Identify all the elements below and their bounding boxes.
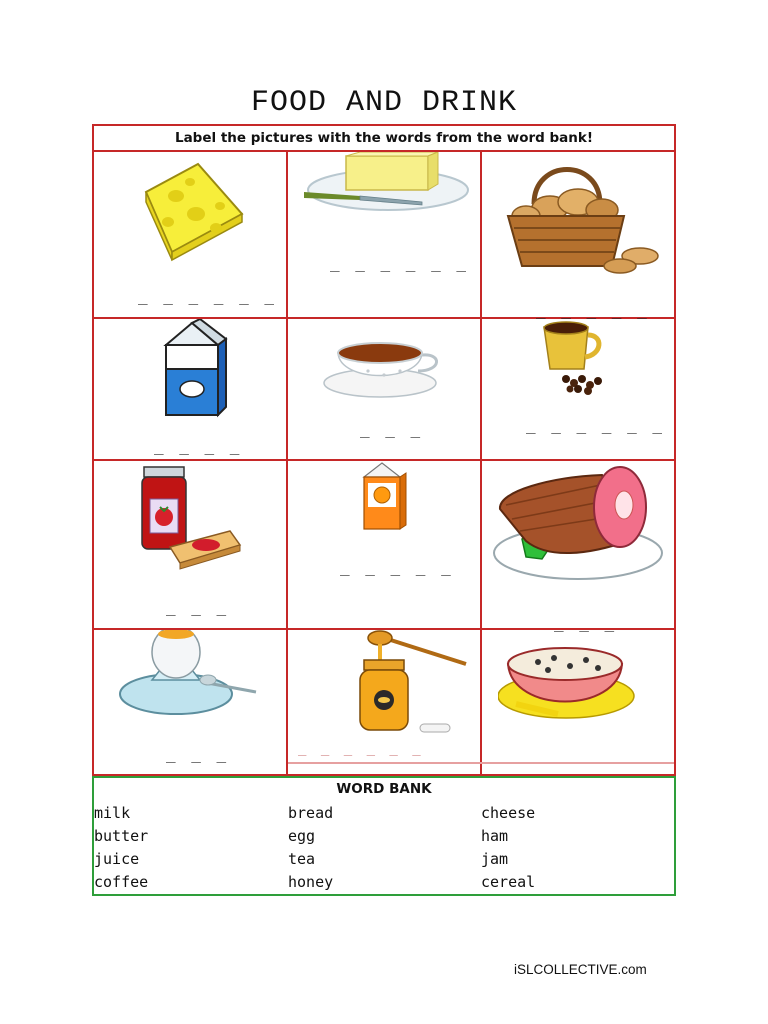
picture-cell-cheese [94, 152, 286, 317]
picture-cell-jam [94, 461, 286, 628]
picture-cell-milk [94, 319, 286, 459]
picture-cell-bread [482, 152, 674, 317]
answer-blank[interactable]: _ _ _ _ _ _ [330, 253, 469, 272]
picture-cell-ham [482, 461, 674, 632]
picture-cell-egg [94, 630, 286, 776]
ham-icon [492, 461, 666, 587]
answer-blank[interactable]: _ _ _ [554, 613, 618, 632]
picture-grid [92, 124, 676, 776]
word-bank-item: honey [288, 873, 334, 891]
picture-cell-coffee [482, 319, 674, 459]
picture-cell-cereal [482, 630, 674, 776]
butter-icon [300, 152, 472, 214]
word-bank-title: WORD BANK [336, 781, 432, 797]
juice-carton-icon [360, 461, 410, 531]
answer-blank[interactable]: _ _ _ [166, 597, 230, 616]
worksheet-title: FOOD AND DRINK [250, 86, 518, 120]
word-bank-item: tea [288, 850, 316, 868]
answer-blank[interactable]: _ _ _ _ _ [536, 300, 650, 319]
coffee-cup-icon [540, 321, 620, 395]
word-bank-item: coffee [94, 873, 149, 891]
picture-cell-juice [288, 461, 480, 628]
word-bank-item: bread [288, 804, 334, 822]
word-bank-item: juice [94, 850, 140, 868]
cheese-icon [138, 162, 248, 262]
honey-jar-icon [358, 630, 474, 738]
answer-blank[interactable]: _ _ _ _ _ _ [496, 762, 622, 778]
instruction-text: Label the pictures with the words from the word bank! [94, 126, 674, 152]
cereal-bowl-icon [498, 634, 642, 730]
answer-blank[interactable]: _ _ _ [360, 419, 424, 438]
tea-cup-icon [320, 331, 450, 401]
picture-cell-butter [288, 152, 480, 317]
answer-blank[interactable]: _ _ _ _ _ _ [298, 740, 424, 756]
word-bank [92, 776, 676, 896]
answer-blank[interactable]: _ _ _ _ _ _ [526, 415, 665, 434]
picture-cell-honey [288, 630, 480, 762]
word-bank-item: butter [94, 827, 149, 845]
answer-blank[interactable]: _ _ _ _ _ [340, 557, 454, 576]
milk-carton-icon [152, 319, 232, 419]
word-bank-item: cheese [481, 804, 536, 822]
word-bank-item: jam [481, 850, 509, 868]
jam-jar-icon [138, 465, 248, 575]
word-bank-item: cereal [481, 873, 536, 891]
word-bank-item: milk [94, 804, 131, 822]
answer-blank[interactable]: _ _ _ [166, 744, 230, 763]
answer-blank[interactable]: _ _ _ _ [154, 436, 243, 455]
boiled-egg-icon [116, 630, 266, 720]
answer-blank[interactable]: _ _ _ _ _ _ [138, 286, 277, 305]
word-bank-item: ham [481, 827, 509, 845]
word-bank-item: egg [288, 827, 316, 845]
bread-basket-icon [500, 156, 664, 274]
picture-cell-tea [288, 319, 480, 459]
site-watermark: iSLCOLLECTIVE.com [514, 962, 647, 977]
